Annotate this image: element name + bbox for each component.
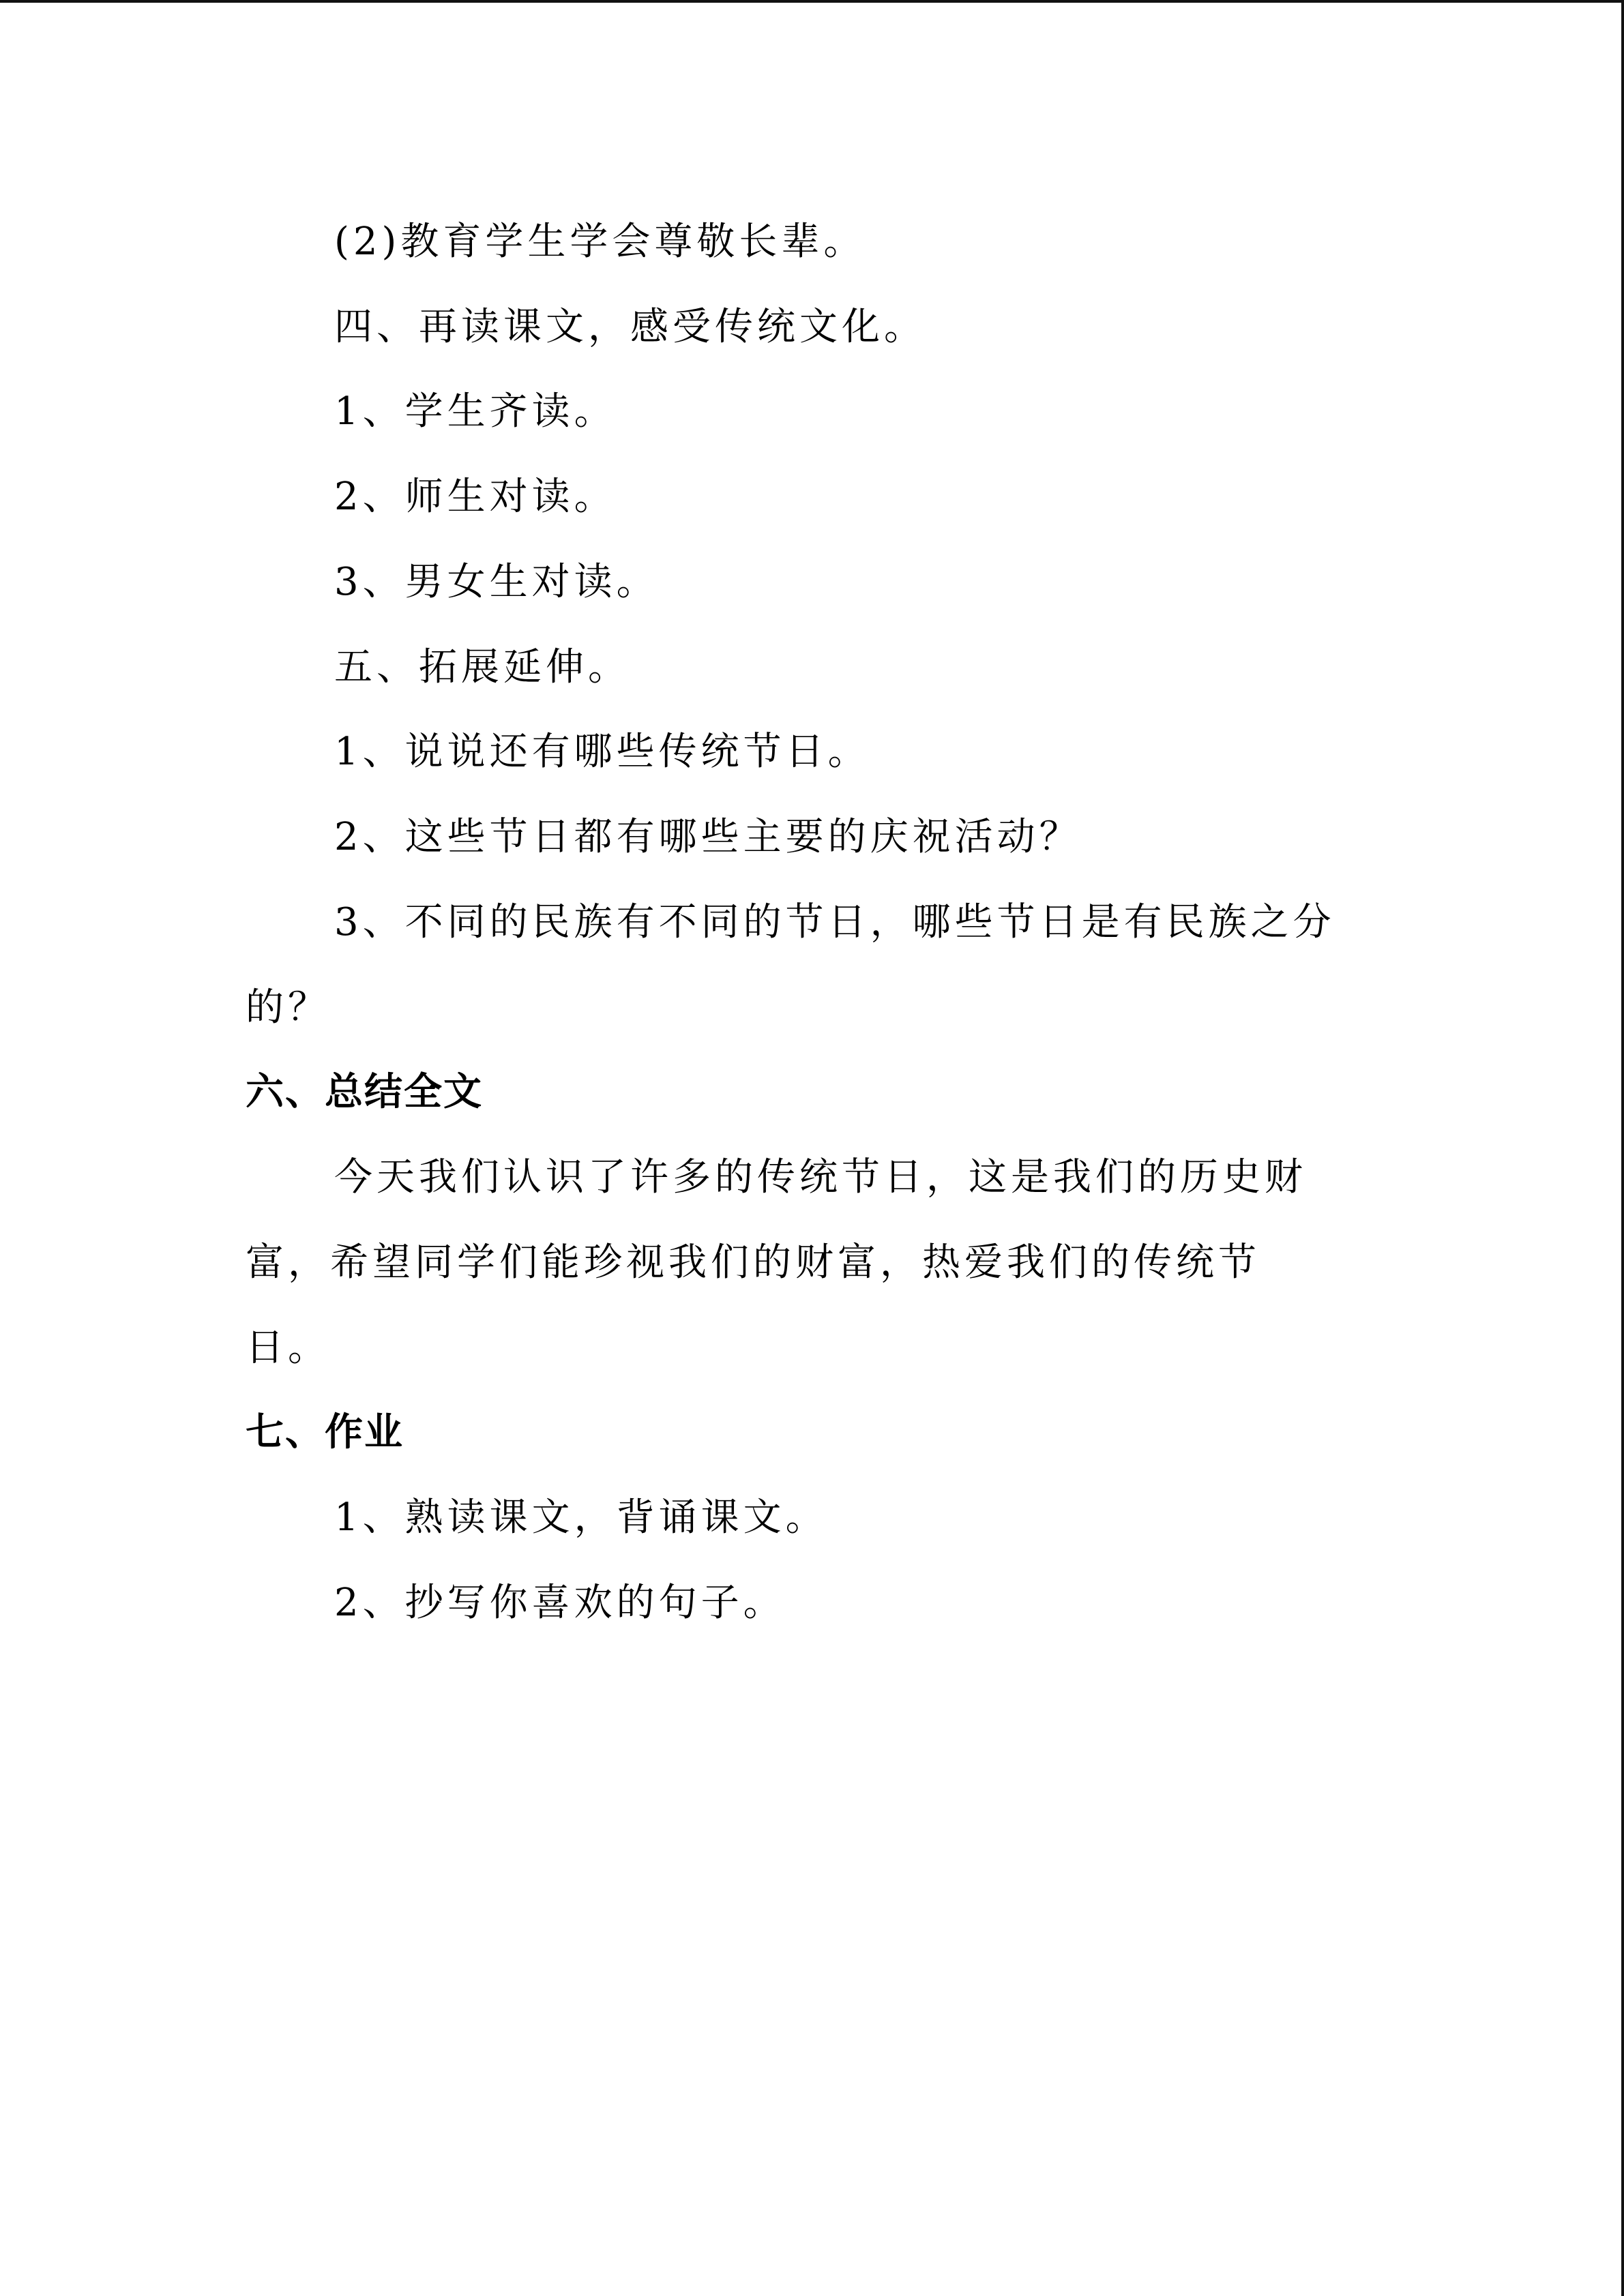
summary-paragraph-line-1: 今天我们认识了许多的传统节日，这是我们的历史财 — [334, 1155, 1307, 1199]
item-respect-elders: (2)教育学生学会尊敬长辈。 — [334, 220, 866, 264]
item-celebration-activities: 2、这些节日都有哪些主要的庆祝活动？ — [334, 815, 1082, 859]
heading-seven-homework: 七、作业 — [246, 1410, 404, 1455]
homework-item-recite: 1、熟读课文，背诵课文。 — [334, 1495, 828, 1540]
homework-item-copy: 2、抄写你喜欢的句子。 — [334, 1581, 786, 1625]
section-four-reread: 四、再读课文，感受传统文化。 — [334, 305, 926, 349]
summary-paragraph-line-2: 富，希望同学们能珍视我们的财富，热爱我们的传统节 — [246, 1240, 1260, 1285]
item-boys-girls-read: 3、男女生对读。 — [334, 560, 659, 604]
heading-six-summary: 六、总结全文 — [246, 1070, 483, 1114]
item-ethnic-festivals: 3、不同的民族有不同的节日，哪些节日是有民族之分 — [334, 900, 1335, 944]
summary-paragraph-line-3: 日。 — [246, 1326, 330, 1370]
item-ethnic-festivals-cont: 的？ — [246, 985, 330, 1030]
item-teacher-student-read: 2、师生对读。 — [334, 475, 617, 519]
item-other-festivals: 1、说说还有哪些传统节日。 — [334, 730, 870, 774]
section-five-extension: 五、拓展延伸。 — [334, 645, 630, 689]
item-read-together: 1、学生齐读。 — [334, 389, 617, 434]
